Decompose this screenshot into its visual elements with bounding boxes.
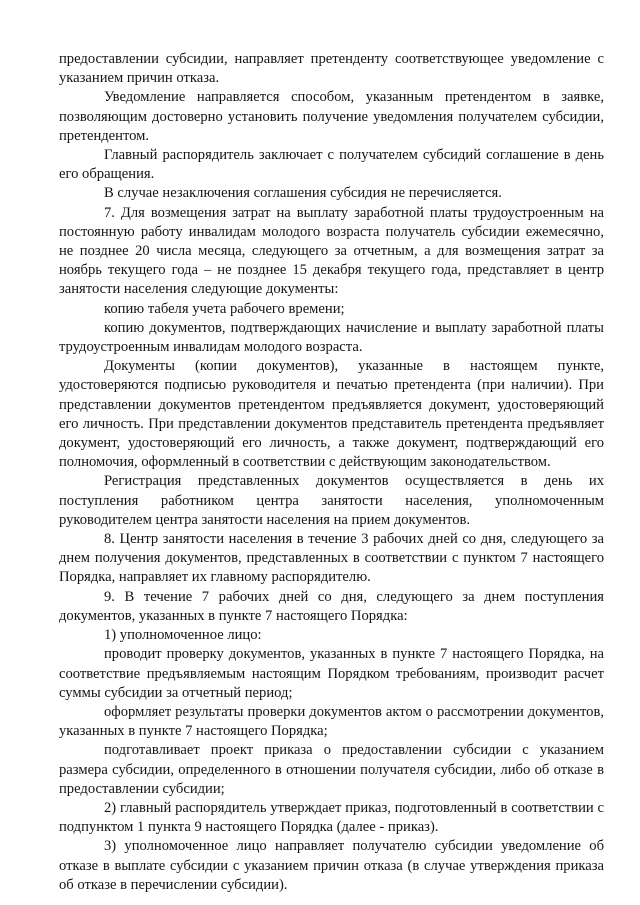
paragraph-registration: Регистрация представленных документов осуществляется в день их поступления работником центра занятости населения, уполномоченным руководителем центра занятости населения на прием документов. bbox=[59, 473, 604, 528]
paragraph-agreement: Главный распорядитель заключает с получателем субсидий соглашение в день его обращения. bbox=[59, 147, 604, 183]
paragraph-check-documents: проводит проверку документов, указанных в пункте 7 настоящего Порядка, на соответствие предъявляемым настоящим Порядком требованиям, производит расчет суммы субсидии за отчетный период; bbox=[59, 646, 604, 701]
paragraph-item-9: 9. В течение 7 рабочих дней со дня, следующего за днем поступления документов, указанных в пункте 7 настоящего Порядка: bbox=[59, 588, 604, 624]
paragraph-continuation: предоставлении субсидии, направляет претенденту соответствующее уведомление с указанием причин отказа. bbox=[59, 51, 604, 87]
paragraph-salary-documents: копию документов, подтверждающих начисление и выплату заработной платы трудоустроенным инвалидам молодого возраста. bbox=[59, 319, 604, 356]
paragraph-notification-method: Уведомление направляется способом, указанным претендентом в заявке, позволяющим достоверно установить получение уведомления получателем субсидии, претендентом. bbox=[59, 89, 604, 144]
paragraph-subitem-3: 3) уполномоченное лицо направляет получателю субсидии уведомление об отказе в выплате субсидии с указанием причин отказа (в случае утверждения приказа об отказе в перечислении субсидии). bbox=[59, 838, 604, 893]
paragraph-no-agreement: В случае незаключения соглашения субсидия не перечисляется. bbox=[104, 185, 502, 202]
paragraph-item-8: 8. Центр занятости населения в течение 3 рабочих дней со дня, следующего за днем получения документов, представленных в соответствии с пунктом 7 настоящего Порядка, направляет их главному распорядителю. bbox=[59, 531, 604, 586]
paragraph-timesheet-copy: копию табеля учета рабочего времени; bbox=[104, 300, 345, 317]
paragraph-subitem-2: 2) главный распорядитель утверждает приказ, подготовленный в соответствии с подпунктом 1 пункта 9 настоящего Порядка (далее - приказ). bbox=[59, 799, 604, 836]
paragraph-item-7: 7. Для возмещения затрат на выплату заработной платы трудоустроенным на постоянную работу инвалидам молодого возраста получатель субсидии ежемесячно, не позднее 20 числа месяца, следующего за отчетным, а для возмещения затрат за ноябрь текущего года – не позднее 15 декабря текущего года, представляет в центр занятости населения следующие документы: bbox=[59, 204, 604, 298]
paragraph-act: оформляет результаты проверки документов актом о рассмотрении документов, указанных в пункте 7 настоящего Порядка; bbox=[59, 703, 604, 740]
paragraph-subitem-1: 1) уполномоченное лицо: bbox=[104, 627, 262, 644]
document-body bbox=[59, 50, 604, 895]
paragraph-draft-order: подготавливает проект приказа о предоставлении субсидии с указанием размера субсидии, определенного в отношении получателя субсидии, либо об отказе в предоставлении субсидии; bbox=[59, 742, 604, 797]
paragraph-documents-certification: Документы (копии документов), указанные в настоящем пункте, удостоверяются подписью руководителя и печатью претендента (при наличии). При представлении документов претендентом предъявляется документ, удостоверяющий его личность. При представлении документов представитель претендента предъявляет документ, удостоверяющий его личность, а также документ, подтверждающий его полномочия, оформленный в соответствии с действующим законодательством. bbox=[59, 358, 604, 471]
